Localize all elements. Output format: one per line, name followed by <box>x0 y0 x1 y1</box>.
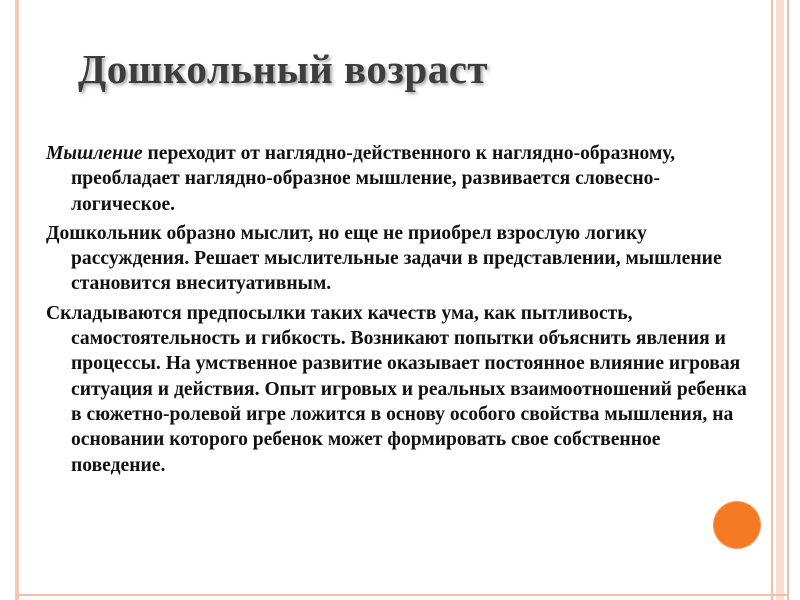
paragraph-2 <box>46 221 751 297</box>
slide-title: Дошкольный возраст <box>78 46 489 92</box>
paragraph-1 <box>46 141 751 217</box>
paragraph-1-text: переходит от наглядно-действенного к наглядно-образному, преобладает наглядно-образное мышление, развивается словесно-логическое. <box>71 143 676 215</box>
paragraph-3-text: Складываются предпосылки таких качеств ума, как пытливость, самостоятельность и гибкость. Возникают попытки объяснить явления и процессы. На умственное развитие оказывает постоянное влияние игровая ситуация и действия. Опыт игровых и реальных взаимоотношений ребенка в сюжетно-ролевой игре ложится в основу особого свойства мышления, на основании которого ребенок может формировать свое собственное поведение. <box>46 302 747 476</box>
frame-right-band <box>776 0 784 600</box>
paragraph-1-lead: Мышление <box>46 143 143 164</box>
orange-circle-decoration <box>713 501 761 549</box>
paragraph-2-text: Дошкольник образно мыслит, но еще не приобрел взрослую логику рассуждения. Решает мыслительные задачи в представлении, мышление становится внеситуативным. <box>46 222 722 295</box>
paragraph-3 <box>46 301 751 478</box>
slide-body <box>46 141 751 482</box>
frame-left-border <box>15 0 19 600</box>
frame-bottom-border <box>15 594 789 596</box>
